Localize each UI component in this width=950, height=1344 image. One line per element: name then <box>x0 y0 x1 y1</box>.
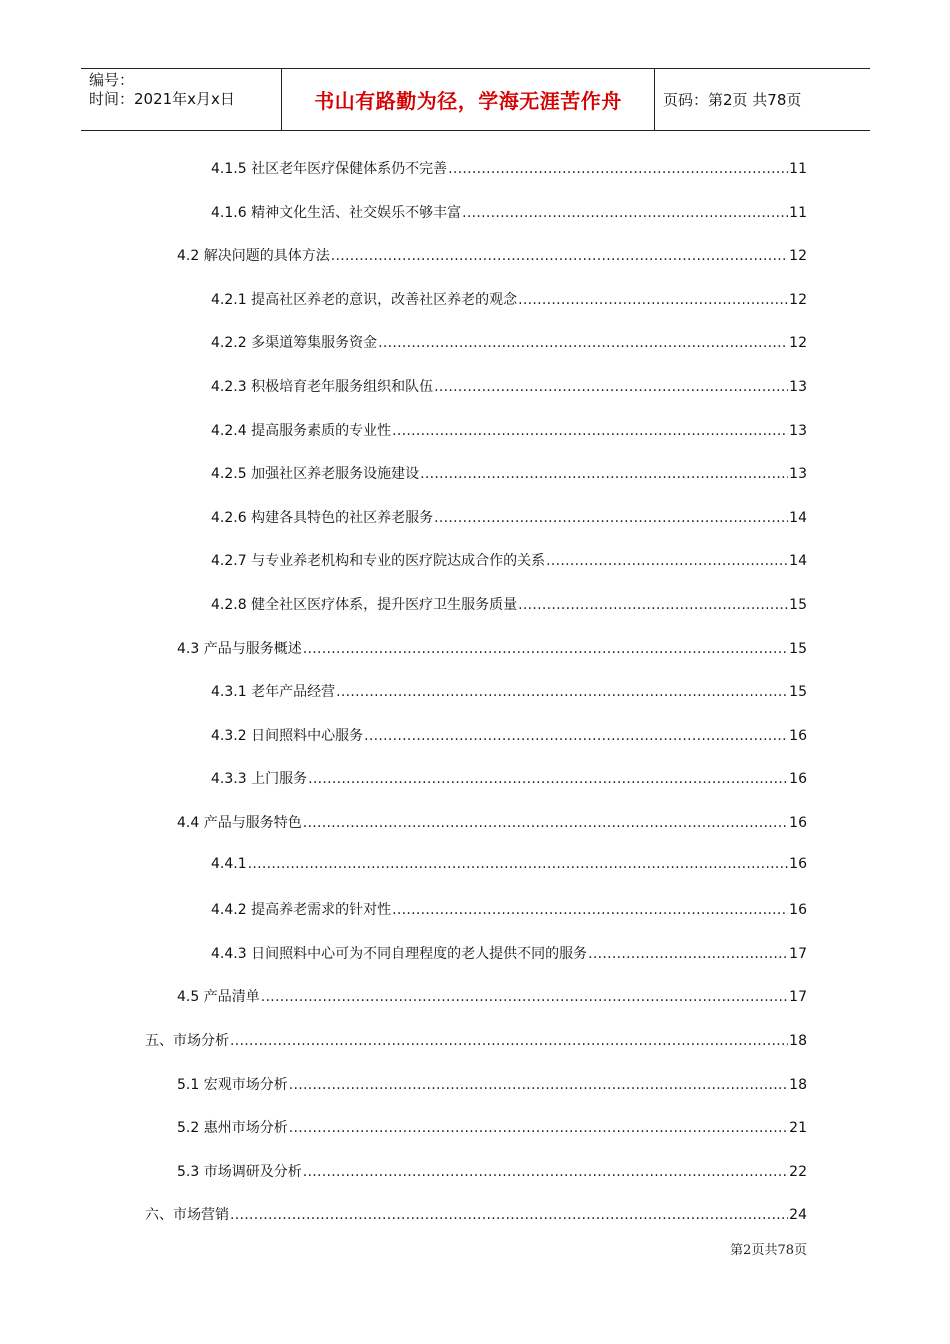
toc-entry-page: 12 <box>789 292 807 308</box>
toc-entry-page: 17 <box>789 946 807 962</box>
toc-entry[interactable] <box>177 245 807 265</box>
toc-entry[interactable] <box>211 376 807 396</box>
toc-leader-dots <box>230 1207 788 1223</box>
toc-entry-label: 4.4.2 提高养老需求的针对性 <box>211 902 392 918</box>
toc-entry[interactable] <box>211 158 807 178</box>
toc-leader-dots <box>434 510 788 526</box>
toc-entry[interactable] <box>211 899 807 919</box>
toc-entry-page: 18 <box>789 1077 807 1093</box>
toc-entry[interactable] <box>211 594 807 614</box>
toc-entry-page: 16 <box>789 856 807 872</box>
toc-leader-dots <box>261 989 788 1005</box>
toc-entry-label: 4.2.3 积极培育老年服务组织和队伍 <box>211 379 434 395</box>
toc-entry-page: 14 <box>789 553 807 569</box>
toc-entry-label: 4.2.4 提高服务素质的专业性 <box>211 423 392 439</box>
toc-entry[interactable] <box>145 1030 807 1050</box>
toc-entry[interactable] <box>211 725 807 745</box>
toc-entry-label: 4.4 产品与服务特色 <box>177 815 302 831</box>
header-motto-cell <box>281 69 655 130</box>
toc-entry-page: 11 <box>789 161 807 177</box>
toc-entry-label: 4.2.7 与专业养老机构和专业的医疗院达成合作的关系 <box>211 553 546 569</box>
toc-entry-page: 11 <box>789 205 807 221</box>
header-motto: 书山有路勤为径，学海无涯苦作舟 <box>314 89 622 113</box>
toc-entry-page: 24 <box>789 1207 807 1223</box>
toc-entry-page: 16 <box>789 771 807 787</box>
toc-entry-label: 4.3.1 老年产品经营 <box>211 684 336 700</box>
toc-entry-label: 4.4.1 <box>211 856 247 872</box>
toc-leader-dots <box>230 1033 788 1049</box>
toc-entry-page: 12 <box>789 335 807 351</box>
toc-entry-label: 4.2 解决问题的具体方法 <box>177 248 330 264</box>
toc-entry-label: 五、市场分析 <box>145 1033 229 1049</box>
toc-entry[interactable] <box>177 638 807 658</box>
toc-entry-label: 4.1.5 社区老年医疗保健体系仍不完善 <box>211 161 448 177</box>
toc-leader-dots <box>434 379 788 395</box>
toc-entry[interactable] <box>211 202 807 222</box>
toc-entry-label: 4.3 产品与服务概述 <box>177 641 302 657</box>
toc-leader-dots <box>518 597 788 613</box>
toc-leader-dots <box>462 205 788 221</box>
toc-leader-dots <box>331 248 788 264</box>
toc-entry[interactable] <box>177 1117 807 1137</box>
toc-leader-dots <box>248 856 789 872</box>
toc-entry-page: 15 <box>789 684 807 700</box>
toc-entry-page: 15 <box>789 597 807 613</box>
toc-entry-page: 17 <box>789 989 807 1005</box>
toc-leader-dots <box>588 946 788 962</box>
toc-leader-dots <box>392 902 788 918</box>
toc-leader-dots <box>518 292 788 308</box>
toc-entry-label: 4.3.3 上门服务 <box>211 771 308 787</box>
toc-entry-page: 13 <box>789 423 807 439</box>
toc-leader-dots <box>448 161 788 177</box>
toc-entry[interactable] <box>177 1161 807 1181</box>
toc-leader-dots <box>289 1077 788 1093</box>
toc-entry-page: 15 <box>789 641 807 657</box>
toc-entry-label: 4.2.5 加强社区养老服务设施建设 <box>211 466 420 482</box>
toc-entry-label: 4.4.3 日间照料中心可为不同自理程度的老人提供不同的服务 <box>211 946 588 962</box>
toc-leader-dots <box>303 641 788 657</box>
toc-leader-dots <box>420 466 788 482</box>
toc-entry-page: 12 <box>789 248 807 264</box>
toc-entry[interactable] <box>211 332 807 352</box>
toc-entry[interactable] <box>211 463 807 483</box>
toc-leader-dots <box>303 815 788 831</box>
toc-leader-dots <box>336 684 788 700</box>
toc-entry-label: 4.2.2 多渠道筹集服务资金 <box>211 335 378 351</box>
toc-entry-page: 22 <box>789 1164 807 1180</box>
toc-entry-label: 5.1 宏观市场分析 <box>177 1077 288 1093</box>
toc-entry[interactable] <box>211 768 807 788</box>
toc-entry[interactable] <box>211 856 807 876</box>
toc-entry[interactable] <box>177 1074 807 1094</box>
toc-entry-label: 4.2.6 构建各具特色的社区养老服务 <box>211 510 434 526</box>
toc-entry[interactable] <box>211 289 807 309</box>
document-header <box>81 68 870 131</box>
toc-entry-label: 4.1.6 精神文化生活、社交娱乐不够丰富 <box>211 205 462 221</box>
toc-leader-dots <box>392 423 788 439</box>
toc-entry[interactable] <box>211 943 807 963</box>
toc-leader-dots <box>378 335 788 351</box>
toc-leader-dots <box>303 1164 788 1180</box>
toc-entry-label: 4.5 产品清单 <box>177 989 260 1005</box>
toc-entry[interactable] <box>211 550 807 570</box>
toc-entry-label: 4.3.2 日间照料中心服务 <box>211 728 364 744</box>
toc-entry-label: 4.2.1 提高社区养老的意识，改善社区养老的观念 <box>211 292 518 308</box>
toc-entry-page: 18 <box>789 1033 807 1049</box>
toc-entry-page: 13 <box>789 379 807 395</box>
toc-leader-dots <box>364 728 788 744</box>
toc-entry[interactable] <box>145 1204 807 1224</box>
toc-entry-page: 13 <box>789 466 807 482</box>
toc-entry-label: 5.2 惠州市场分析 <box>177 1120 288 1136</box>
toc-entry-label: 5.3 市场调研及分析 <box>177 1164 302 1180</box>
toc-entry[interactable] <box>211 681 807 701</box>
toc-entry[interactable] <box>211 420 807 440</box>
toc-entry-page: 16 <box>789 728 807 744</box>
toc-leader-dots <box>308 771 788 787</box>
toc-entry[interactable] <box>177 812 807 832</box>
toc-entry-page: 21 <box>789 1120 807 1136</box>
toc-entry-page: 14 <box>789 510 807 526</box>
toc-entry-page: 16 <box>789 902 807 918</box>
page-footer: 第2页共78页 <box>730 1243 807 1258</box>
header-page-info: 页码：第2页 共78页 <box>663 91 802 109</box>
toc-entry-label: 4.2.8 健全社区医疗体系，提升医疗卫生服务质量 <box>211 597 518 613</box>
document-time-label: 时间：2021年x月x日 <box>89 90 235 108</box>
toc-entry[interactable] <box>211 507 807 527</box>
toc-entry[interactable] <box>177 986 807 1006</box>
header-meta <box>81 69 281 130</box>
toc-leader-dots <box>546 553 788 569</box>
toc-entry-page: 16 <box>789 815 807 831</box>
toc-leader-dots <box>289 1120 788 1136</box>
toc-entry-label: 六、市场营销 <box>145 1207 229 1223</box>
document-number-label: 编号： <box>89 71 135 89</box>
